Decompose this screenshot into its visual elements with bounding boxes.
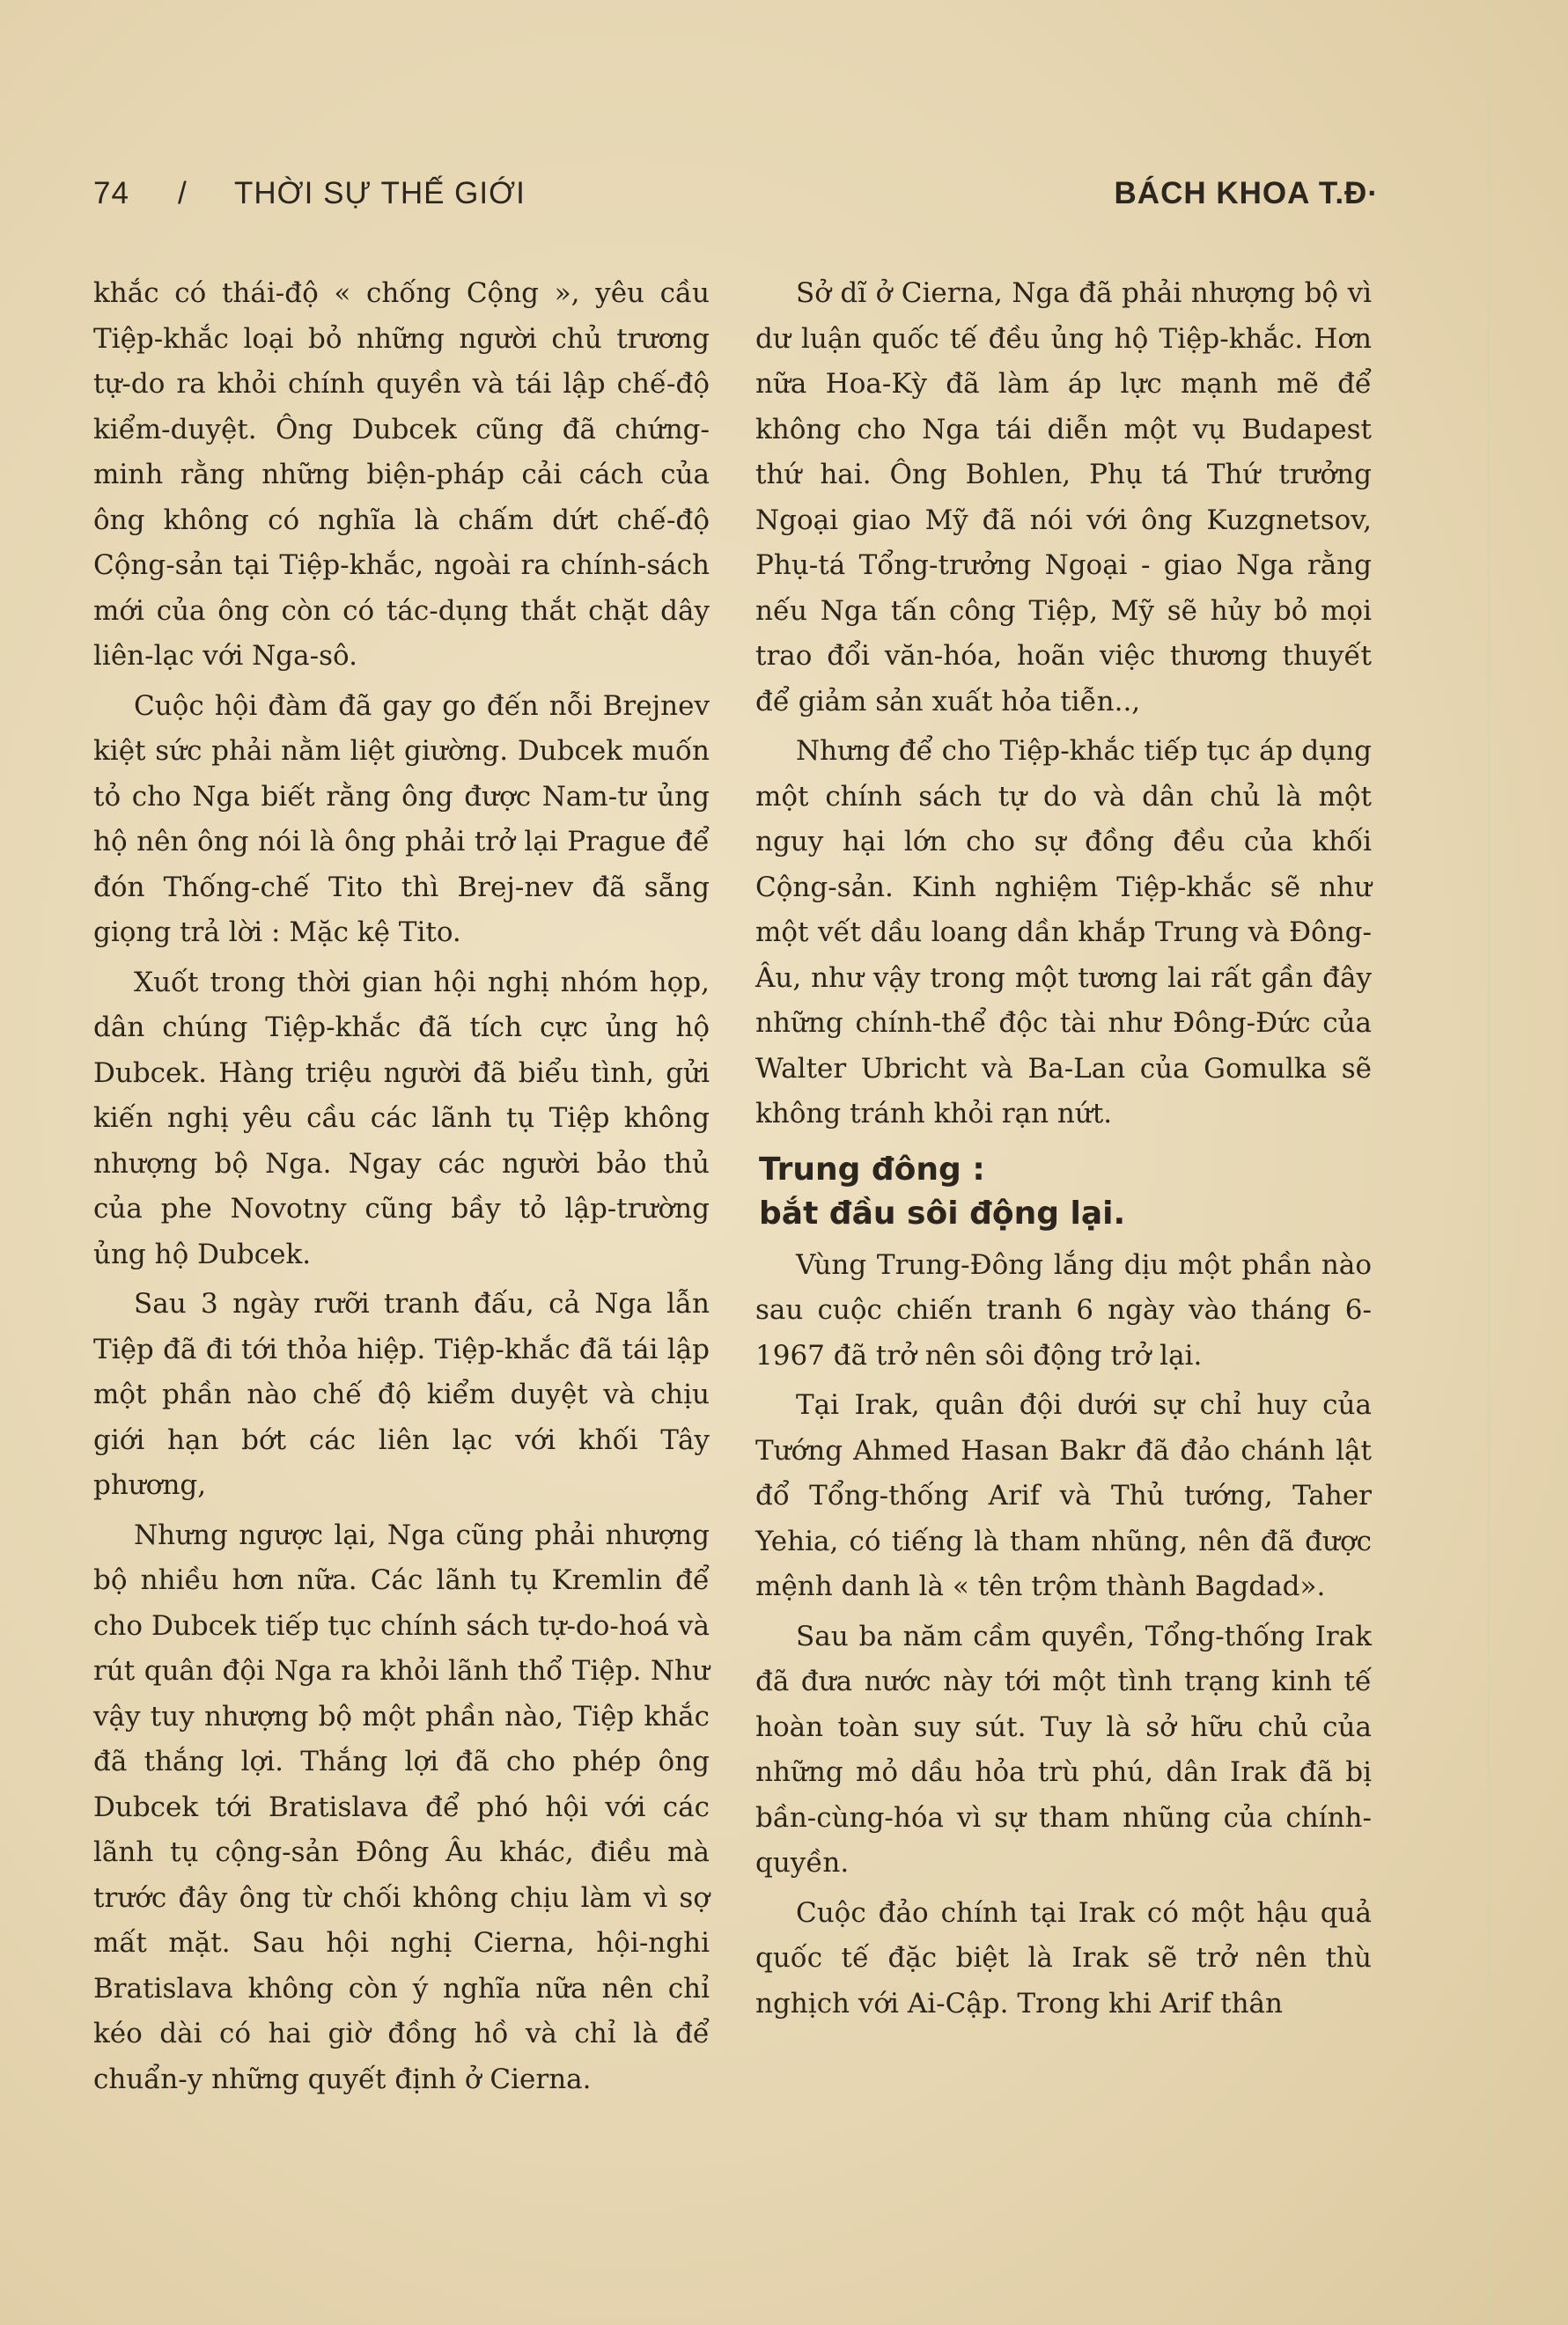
paragraph: Vùng Trung-Đông lắng dịu một phần nào sau cuộc chiến tranh 6 ngày vào tháng 6-1967 đã trở nên sôi động trở lại. (755, 1248, 1372, 1372)
paragraph: Xuốt trong thời gian hội nghị nhóm họp, dân chúng Tiệp-khắc đã tích cực ủng hộ Dubcek. Hàng triệu người đã biểu tình, gửi kiến nghị yêu cầu các lãnh tụ Tiệp không nhượng bộ Nga. Ngay các người bảo thủ của phe Novotny cũng bầy tỏ lập-trường ủng hộ Dubcek. (93, 966, 710, 1270)
paragraph: khắc có thái-độ « chống Cộng », yêu cầu Tiệp-khắc loại bỏ những người chủ trương tự-do ra khỏi chính quyền và tái lập chế-độ kiểm-duyệt. Ông Dubcek cũng đã chứng-minh rằng những biện-pháp cải cách của ông không có nghĩa là chấm dứt chế-độ Cộng-sản tại Tiệp-khắc, ngoài ra chính-sách mới của ông còn có tác-dụng thắt chặt dây liên-lạc với Nga-sô. (93, 277, 710, 672)
paragraph: Nhưng ngược lại, Nga cũng phải nhượng bộ nhiều hơn nữa. Các lãnh tụ Kremlin để cho Dubcek tiếp tục chính sách tự-do-hoá và rút quân đội Nga ra khỏi lãnh thổ Tiệp. Như vậy tuy nhượng bộ một phần nào, Tiệp khắc đã thắng lợi. Thắng lợi đã cho phép ông Dubcek tới Bratislava để phó hội với các lãnh tụ cộng-sản Đông Âu khác, điều mà trước đây ông từ chối không chịu làm vì sợ mất mặt. Sau hội nghị Cierna, hội-nghi Bratislava không còn ý nghĩa nữa nên chỉ kéo dài có hai giờ đồng hồ và chỉ là để chuẩn-y những quyết định ở Cierna. (93, 1519, 710, 2095)
section-subheading (759, 1148, 1372, 1236)
paragraph: Tại Irak, quân đội dưới sự chỉ huy của Tướng Ahmed Hasan Bakr đã đảo chánh lật đổ Tổng-thống Arif và Thủ tướng, Taher Yehia, có tiếng là tham nhũng, nên đã được mệnh danh là « tên trộm thành Bagdad». (755, 1389, 1372, 1602)
page-number: 74 (93, 176, 129, 210)
magazine-title: BÁCH KHOA T.Đ· (1114, 176, 1379, 210)
paragraph: Sau 3 ngày rưỡi tranh đấu, cả Nga lẫn Tiệp đã đi tới thỏa hiệp. Tiệp-khắc đã tái lập một phần nào chế độ kiểm duyệt và chịu giới hạn bớt các liên lạc với khối Tây phương, (93, 1288, 710, 1501)
paragraph: Sau ba năm cầm quyền, Tổng-thống Irak đã đưa nước này tới một tình trạng kinh tế hoàn toàn suy sút. Tuy là sở hữu chủ của những mỏ dầu hỏa trù phú, dân Irak đã bị bần-cùng-hóa vì sự tham nhũng của chính-quyền. (755, 1620, 1372, 1879)
subheading-line: Trung đông : (759, 1151, 985, 1188)
paragraph: Nhưng để cho Tiệp-khắc tiếp tục áp dụng một chính sách tự do và dân chủ là một nguy hại lớn cho sự đồng đều của khối Cộng-sản. Kinh nghiệm Tiệp-khắc sẽ như một vết dầu loang dần khắp Trung và Đông-Âu, như vậy trong một tương lai rất gần đây những chính-thể độc tài như Đông-Đức của Walter Ubricht và Ba-Lan của Gomulka sẽ không tránh khỏi rạn nứt. (755, 735, 1372, 1129)
right-column (755, 271, 1372, 2031)
left-column (93, 271, 710, 2107)
paragraph: Sở dĩ ở Cierna, Nga đã phải nhượng bộ vì dư luận quốc tế đều ủng hộ Tiệp-khắc. Hơn nữa Hoa-Kỳ đã làm áp lực mạnh mẽ để không cho Nga tái diễn một vụ Budapest thứ hai. Ông Bohlen, Phụ tá Thứ trưởng Ngoại giao Mỹ đã nói với ông Kuzgnetsov, Phụ-tá Tổng-trưởng Ngoại - giao Nga rằng nếu Nga tấn công Tiệp, Mỹ sẽ hủy bỏ mọi trao đổi văn-hóa, hoãn việc thương thuyết để giảm sản xuất hỏa tiễn.., (755, 277, 1372, 717)
page-edge-line (1488, 0, 1490, 2325)
running-header (93, 176, 1379, 220)
section-title: THỜI SỰ THẾ GIỚI (234, 176, 526, 210)
paragraph: Cuộc hội đàm đã gay go đến nỗi Brejnev kiệt sức phải nằm liệt giường. Dubcek muốn tỏ cho Nga biết rằng ông được Nam-tư ủng hộ nên ông nói là ông phải trở lại Prague để đón Thống-chế Tito thì Brej-nev đã sẵng giọng trả lời : Mặc kệ Tito. (93, 689, 710, 948)
subheading-line: bắt đầu sôi động lại. (759, 1195, 1126, 1232)
paragraph: Cuộc đảo chính tại Irak có một hậu quả quốc tế đặc biệt là Irak sẽ trở nên thù nghịch với Ai-Cập. Trong khi Arif thân (755, 1896, 1372, 2020)
header-separator: / (178, 176, 188, 210)
